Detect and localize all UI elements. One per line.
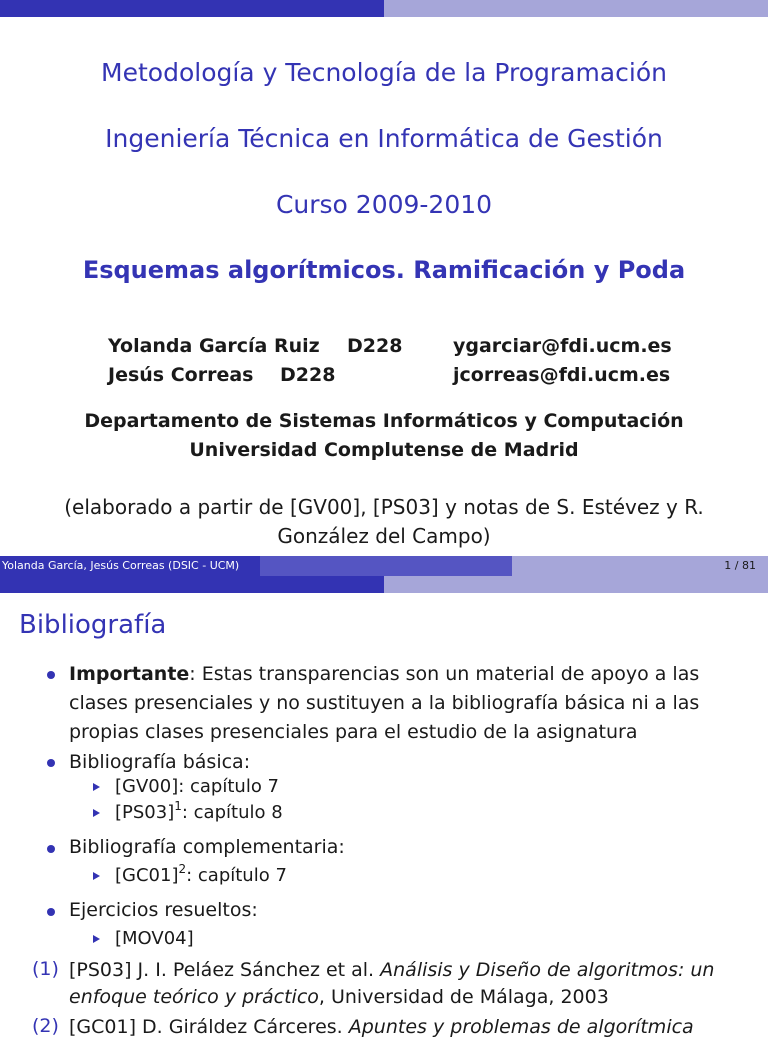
footnote-title: enfoque teórico y práctico — [69, 986, 319, 1008]
basic-bibliography-label: Bibliografía básica: — [69, 751, 251, 773]
institute-block — [0, 407, 768, 465]
author-email: jcorreas@fdi.ucm.es — [453, 364, 671, 386]
talk-title: Esquemas algorítmicos. Ramificación y Poda — [82, 256, 686, 284]
footer-bar — [0, 556, 768, 576]
degree-subtitle: Ingeniería Técnica en Informática de Gestión — [105, 124, 663, 153]
footer-authors: Yolanda García, Jesús Correas (DSIC - UCM) — [2, 559, 240, 572]
reference-detail: : capítulo 8 — [181, 802, 283, 823]
header-bar — [0, 576, 768, 593]
footnote-line — [69, 983, 609, 1011]
header-bar-light — [384, 0, 768, 17]
important-line: clases presenciales y no sustituyen a la bibliografía básica ni a las — [69, 692, 700, 714]
important-line — [69, 660, 699, 689]
bibliography-item: [GV00]: capítulo 7 — [115, 776, 280, 797]
header-bar — [0, 0, 768, 17]
reference-key: [GC01] — [115, 865, 179, 886]
triangle-bullet-icon — [93, 783, 100, 791]
footnote-line — [69, 956, 714, 984]
bibliography-slide — [0, 576, 768, 1038]
bibliography-item: [MOV04] — [115, 928, 194, 949]
triangle-bullet-icon — [93, 872, 100, 880]
important-label: Importante — [69, 663, 190, 685]
frame-title: Bibliografía — [19, 610, 167, 640]
bullet-icon — [47, 845, 55, 853]
author-email: ygarciar@fdi.ucm.es — [453, 335, 672, 357]
footnote-text: [GC01] D. Giráldez Cárceres. — [69, 1016, 349, 1038]
author-room: D228 — [347, 335, 403, 357]
complementary-bibliography-label: Bibliografía complementaria: — [69, 836, 345, 858]
bibliography-item — [115, 864, 287, 888]
footnote-number: (1) — [32, 958, 59, 980]
reference-key: [PS03] — [115, 802, 175, 823]
triangle-bullet-icon — [93, 809, 100, 817]
department-name: Departamento de Sistemas Informáticos y Computación — [84, 410, 684, 432]
header-bar-dark — [0, 0, 384, 17]
bullet-icon — [47, 908, 55, 916]
footnote-mark: 1 — [174, 799, 182, 813]
important-text: : Estas transparencias son un material de apoyo a las — [189, 663, 700, 685]
footnote-title: Análisis y Diseño de algoritmos: un — [380, 959, 715, 981]
university-name: Universidad Complutense de Madrid — [189, 439, 579, 461]
bibliography-item — [115, 801, 283, 825]
course-title: Metodología y Tecnología de la Programación — [101, 58, 667, 87]
author-name: Yolanda García Ruiz — [108, 335, 320, 357]
footnote-title: Apuntes y problemas de algorítmica — [348, 1016, 694, 1038]
footnote-text: , Universidad de Málaga, 2003 — [318, 986, 609, 1008]
footnote-line — [69, 1013, 694, 1041]
academic-year: Curso 2009-2010 — [275, 190, 493, 219]
exercises-label: Ejercicios resueltos: — [69, 899, 258, 921]
header-bar-dark — [0, 576, 384, 593]
bullet-icon — [47, 759, 55, 767]
header-bar-light — [384, 576, 768, 593]
important-line: propias clases presenciales para el estudio de la asignatura — [69, 721, 638, 743]
footnote-text: [PS03] J. I. Peláez Sánchez et al. — [69, 959, 381, 981]
page-number: 1 / 81 — [724, 559, 756, 572]
author-room: D228 — [280, 364, 336, 386]
source-note: (elaborado a partir de [GV00], [PS03] y notas de S. Estévez y R. González del Campo) — [64, 495, 704, 548]
footer-bar-mid — [260, 556, 512, 576]
footnote-number: (2) — [32, 1015, 59, 1037]
author-name: Jesús Correas — [108, 364, 254, 386]
bullet-icon — [47, 671, 55, 679]
footnote-mark: 2 — [178, 862, 187, 876]
reference-detail: : capítulo 7 — [186, 865, 287, 886]
triangle-bullet-icon — [93, 935, 100, 943]
